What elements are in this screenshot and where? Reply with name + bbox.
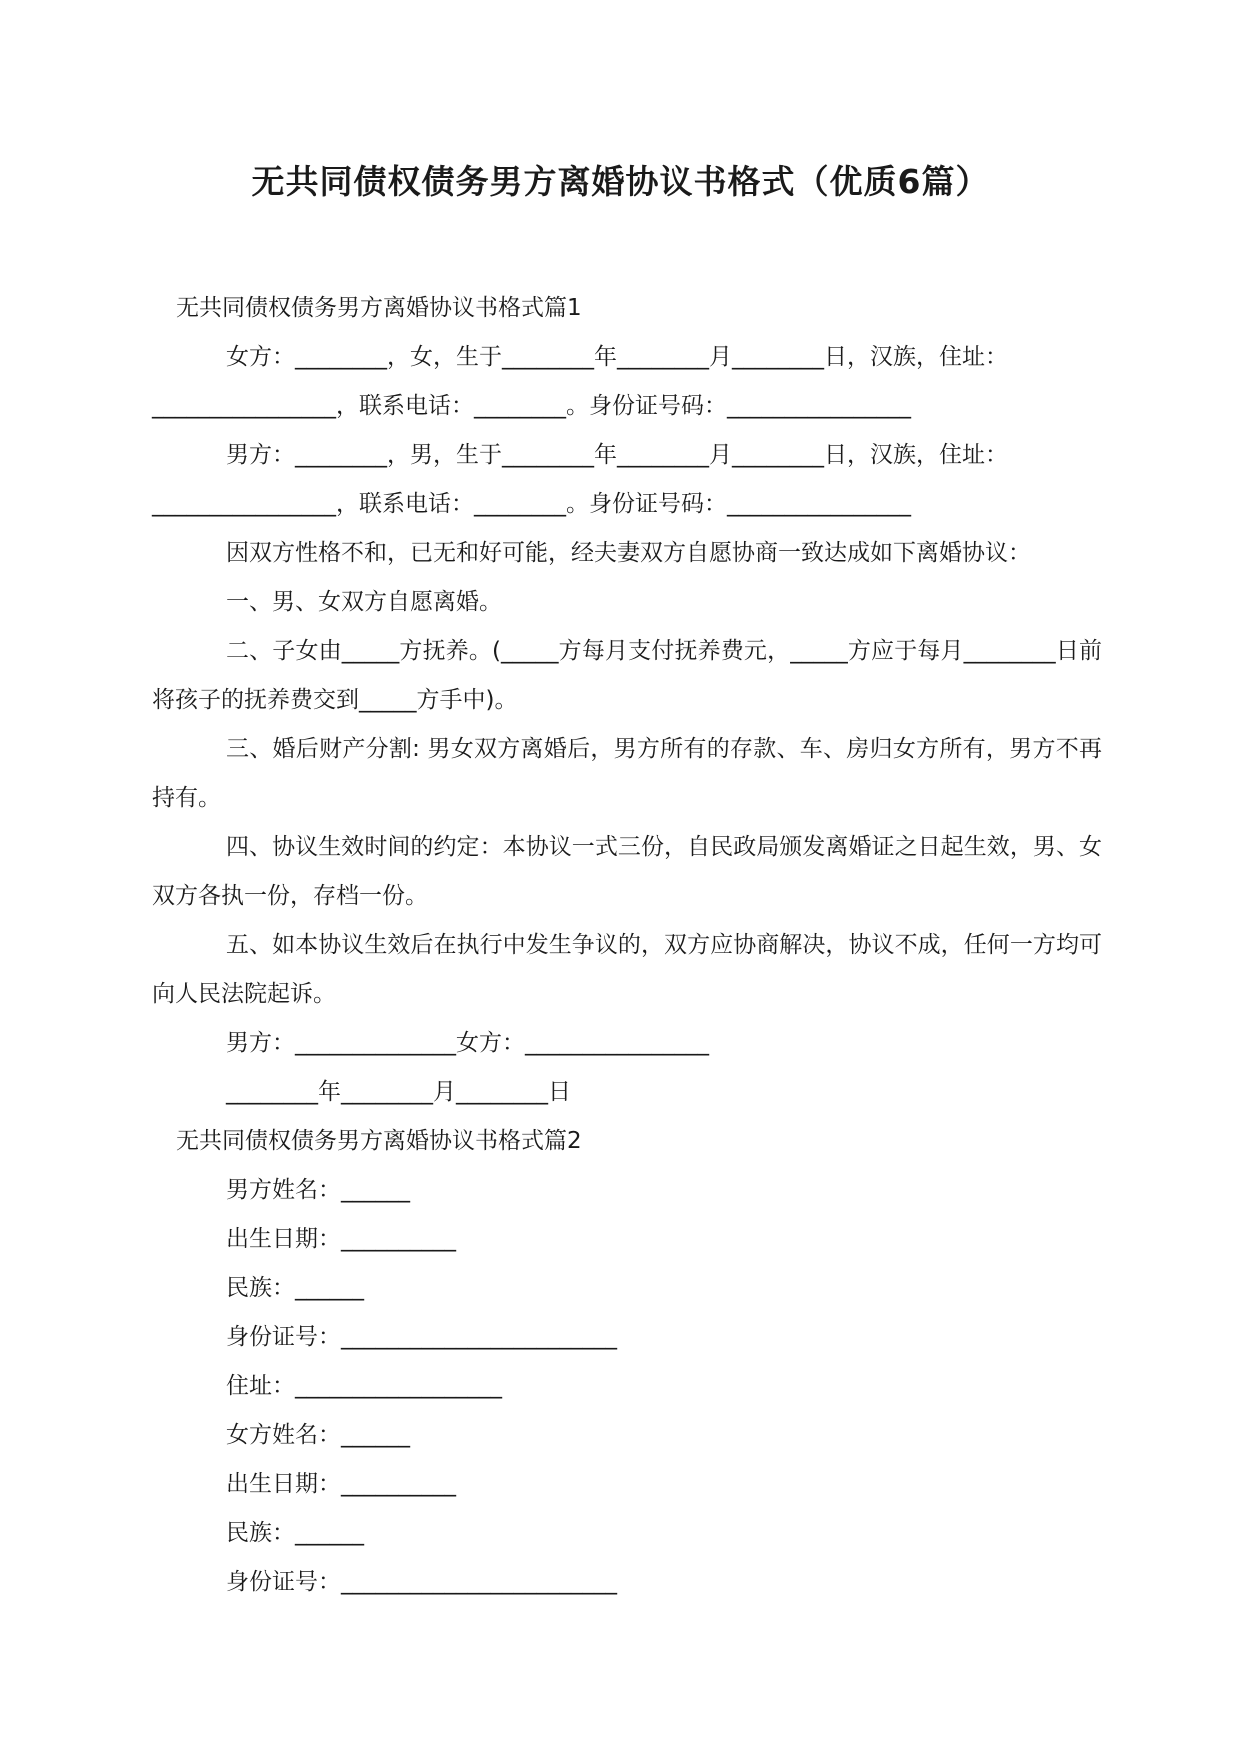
clause-child-custody: 二、子女由_____方抚养。(_____方每月支付抚养费元，_____方应于每月________日前将孩子的抚养费交到_____方手中)。 <box>152 638 1102 713</box>
field-female-name: 女方姓名：______ <box>226 1422 410 1448</box>
clause-divorce: 一、男、女双方自愿离婚。 <box>226 589 502 615</box>
section-heading: 无共同债权债务男方离婚协议书格式篇1 <box>176 295 582 321</box>
clause-effective-date: 四、协议生效时间的约定：本协议一式三份，自民政局颁发离婚证之日起生效，男、女双方各执一份，存档一份。 <box>152 834 1102 909</box>
field-female-ethnicity: 民族：______ <box>226 1520 364 1546</box>
field-address: 住址：__________________ <box>226 1373 502 1399</box>
date-line: ________年________月________日 <box>226 1079 571 1105</box>
field-male-name: 男方姓名：______ <box>226 1177 410 1203</box>
document-title: 无共同债权债务男方离婚协议书格式（优质6篇） <box>251 162 990 201</box>
field-female-birthdate: 出生日期：__________ <box>226 1471 456 1497</box>
male-info-line: 男方：________，男，生于________年________月________日，汉族，住址： <box>226 442 1008 468</box>
section-heading: 无共同债权债务男方离婚协议书格式篇2 <box>176 1128 582 1154</box>
field-male-birthdate: 出生日期：__________ <box>226 1226 456 1252</box>
field-female-id: 身份证号：________________________ <box>226 1569 617 1595</box>
female-info-line: 女方：________，女，生于________年________月________日，汉族，住址： <box>226 344 1008 370</box>
female-info-line-cont: ________________，联系电话：________。身份证号码：________________ <box>152 393 911 419</box>
clause-property: 三、婚后财产分割: 男女双方离婚后，男方所有的存款、车、房归女方所有，男方不再持有。 <box>152 736 1102 811</box>
clause-dispute: 五、如本协议生效后在执行中发生争议的，双方应协商解决，协议不成，任何一方均可向人民法院起诉。 <box>152 932 1102 1007</box>
signature-line: 男方：______________女方：________________ <box>226 1030 709 1056</box>
male-info-line-cont: ________________，联系电话：________。身份证号码：________________ <box>152 491 911 517</box>
field-male-id: 身份证号：________________________ <box>226 1324 617 1350</box>
document-body <box>152 284 1102 1607</box>
field-male-ethnicity: 民族：______ <box>226 1275 364 1301</box>
agreement-intro: 因双方性格不和，已无和好可能，经夫妻双方自愿协商一致达成如下离婚协议： <box>226 540 1031 566</box>
